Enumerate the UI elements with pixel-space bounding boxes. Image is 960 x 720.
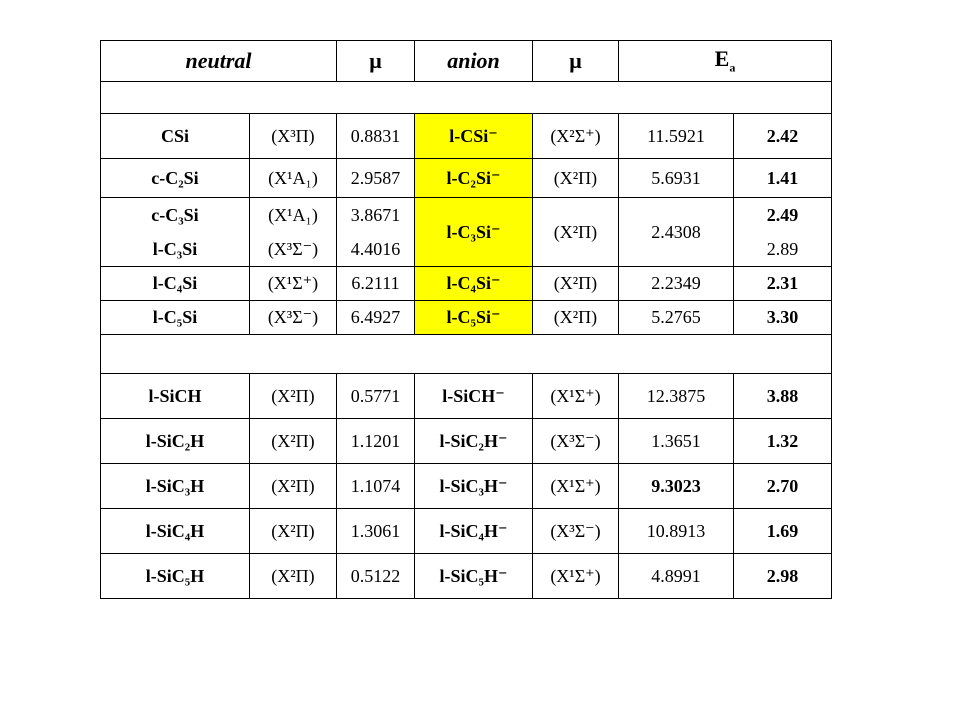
neutral-dipole: 0.8831 [337, 114, 415, 159]
neutral-species: CSi [101, 114, 250, 159]
electron-affinity: 1.41 [734, 159, 832, 198]
anion-state: (X³Σ⁻) [533, 419, 619, 464]
anion-species: l-SiC₃H⁻ [415, 464, 533, 509]
neutral-state: (X²Π) [250, 554, 337, 599]
anion-species: l-C₃Si⁻ [415, 198, 533, 267]
neutral-species: l-SiCH [101, 374, 250, 419]
neutral-dipole: 6.4927 [337, 301, 415, 335]
header-anion: anion [415, 41, 533, 82]
stacked-value: 2.49 [766, 205, 799, 225]
table-row [101, 301, 832, 335]
neutral-dipole: 1.1074 [337, 464, 415, 509]
stacked-value: 4.4016 [350, 239, 401, 259]
neutral-dipole: 1.1201 [337, 419, 415, 464]
neutral-state: (X¹A₁) [250, 159, 337, 198]
anion-state: (X²Π) [533, 267, 619, 301]
anion-state: (X¹Σ⁺) [533, 374, 619, 419]
anion-dipole: 2.2349 [619, 267, 734, 301]
stacked-value: 2.89 [766, 239, 799, 259]
neutral-state: (X³Π) [250, 114, 337, 159]
neutral-state: (X²Π) [250, 419, 337, 464]
header-row [101, 41, 832, 82]
neutral-state: (X²Π) [250, 374, 337, 419]
anion-species: l-SiC₅H⁻ [415, 554, 533, 599]
stacked-value: l-C₃Si [152, 239, 198, 259]
neutral-species: l-SiC₅H [101, 554, 250, 599]
table-row [101, 159, 832, 198]
neutral-dipole: 1.3061 [337, 509, 415, 554]
anion-species: l-CSi⁻ [415, 114, 533, 159]
neutral-species: l-SiC₃H [101, 464, 250, 509]
spacer-row [101, 82, 832, 114]
anion-dipole: 5.2765 [619, 301, 734, 335]
electron-affinity: 2.98 [734, 554, 832, 599]
electron-affinity-table [100, 40, 832, 599]
anion-state: (X²Π) [533, 159, 619, 198]
anion-dipole: 1.3651 [619, 419, 734, 464]
table-row [101, 509, 832, 554]
header-neutral: neutral [101, 41, 337, 82]
table-row [101, 267, 832, 301]
anion-species: l-SiCH⁻ [415, 374, 533, 419]
anion-state: (X²Π) [533, 301, 619, 335]
anion-species: l-SiC₂H⁻ [415, 419, 533, 464]
electron-affinity: 3.30 [734, 301, 832, 335]
stacked-value: (X¹A₁) [268, 205, 318, 225]
neutral-state: (X²Π) [250, 464, 337, 509]
neutral-dipole: 0.5771 [337, 374, 415, 419]
neutral-dipole-pair [337, 198, 415, 267]
neutral-species-pair [101, 198, 250, 267]
anion-state: (X²Π) [533, 198, 619, 267]
neutral-species: l-SiC₄H [101, 509, 250, 554]
neutral-species: l-C₄Si [101, 267, 250, 301]
anion-dipole: 2.4308 [619, 198, 734, 267]
header-mu-neutral: μ [337, 41, 415, 82]
neutral-state: (X³Σ⁻) [250, 301, 337, 335]
table-row [101, 114, 832, 159]
electron-affinity: 2.31 [734, 267, 832, 301]
anion-dipole: 10.8913 [619, 509, 734, 554]
neutral-species: l-C₅Si [101, 301, 250, 335]
electron-affinity: 3.88 [734, 374, 832, 419]
header-mu-anion: μ [533, 41, 619, 82]
anion-species: l-C₄Si⁻ [415, 267, 533, 301]
electron-affinity: 1.32 [734, 419, 832, 464]
neutral-dipole: 6.2111 [337, 267, 415, 301]
neutral-state: (X²Π) [250, 509, 337, 554]
stacked-value: c-C₃Si [151, 205, 199, 225]
neutral-dipole: 0.5122 [337, 554, 415, 599]
anion-dipole: 4.8991 [619, 554, 734, 599]
neutral-state: (X¹Σ⁺) [250, 267, 337, 301]
table-row [101, 464, 832, 509]
neutral-species: c-C₂Si [101, 159, 250, 198]
electron-affinity: 1.69 [734, 509, 832, 554]
anion-species: l-SiC₄H⁻ [415, 509, 533, 554]
neutral-species: l-SiC₂H [101, 419, 250, 464]
neutral-dipole: 2.9587 [337, 159, 415, 198]
header-ea: $E_a$ [619, 41, 832, 82]
anion-state: (X¹Σ⁺) [533, 554, 619, 599]
anion-state: (X³Σ⁻) [533, 509, 619, 554]
spacer-row [101, 335, 832, 374]
table-row [101, 198, 832, 267]
anion-dipole: 12.3875 [619, 374, 734, 419]
anion-state: (X²Σ⁺) [533, 114, 619, 159]
anion-state: (X¹Σ⁺) [533, 464, 619, 509]
anion-dipole: 5.6931 [619, 159, 734, 198]
anion-dipole: 9.3023 [619, 464, 734, 509]
electron-affinity-pair [734, 198, 832, 267]
electron-affinity: 2.70 [734, 464, 832, 509]
electron-affinity: 2.42 [734, 114, 832, 159]
table-row [101, 419, 832, 464]
table-row [101, 554, 832, 599]
anion-species: l-C₂Si⁻ [415, 159, 533, 198]
stacked-value: (X³Σ⁻) [267, 239, 319, 259]
neutral-state-pair [250, 198, 337, 267]
stacked-value: 3.8671 [350, 205, 401, 225]
anion-dipole: 11.5921 [619, 114, 734, 159]
table-row [101, 374, 832, 419]
anion-species: l-C₅Si⁻ [415, 301, 533, 335]
